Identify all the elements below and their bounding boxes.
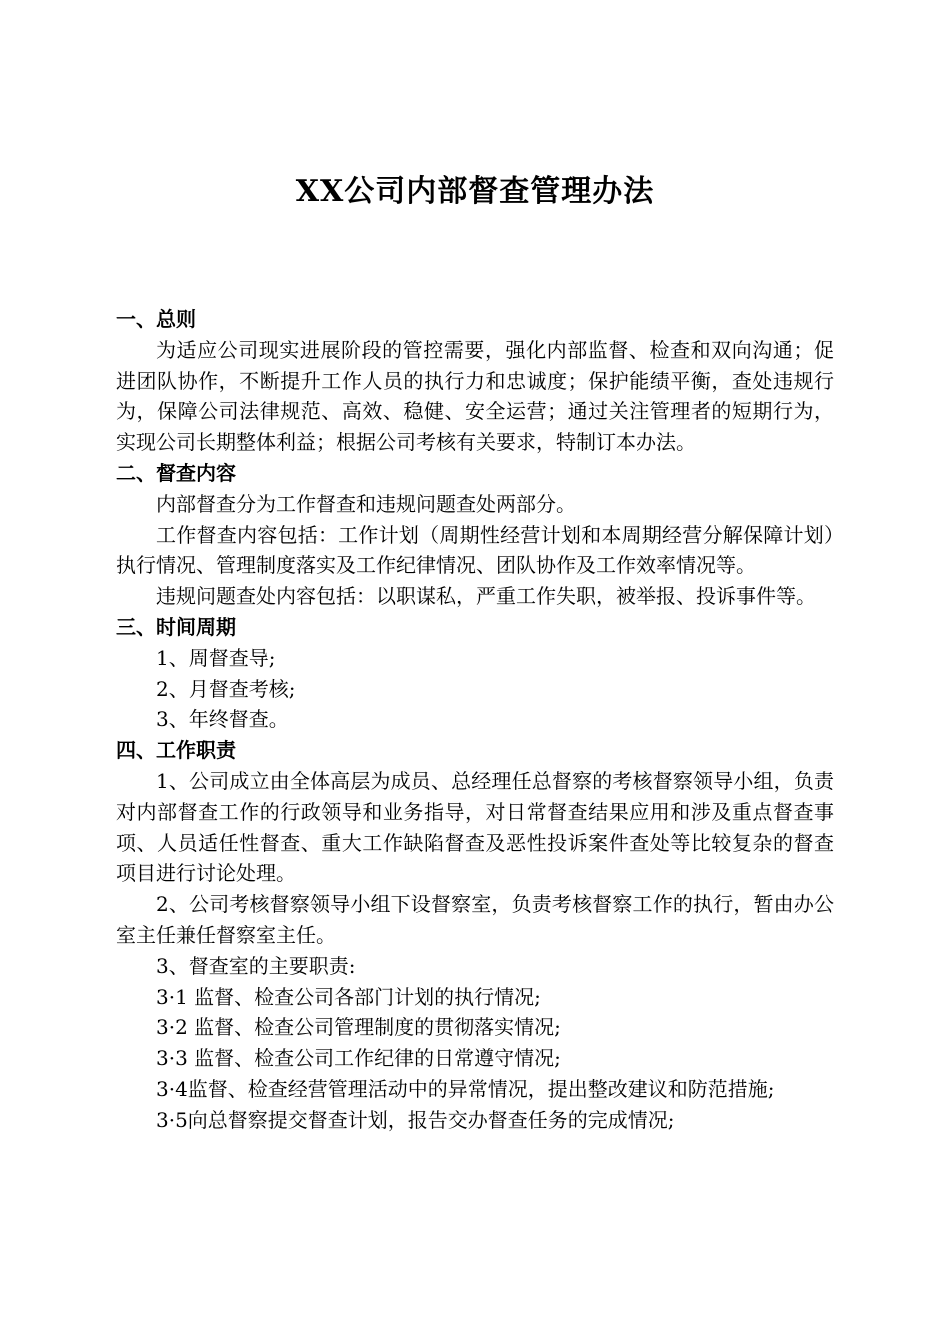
section-heading-content: 二、督查内容 [116,460,236,485]
list-item: 3、年终督查。 [156,707,289,732]
paragraph: 工作督查内容包括：工作计划（周期性经营计划和本周期经营分解保障计划）执行情况、管理制度落实及工作纪律情况、团队协作及工作效率情况等。 [116,522,834,578]
section-heading-general: 一、总则 [116,307,196,331]
page-title: XX公司内部督查管理办法 [295,174,655,209]
document-body [116,304,834,1136]
list-item: 3、督查室的主要职责: [156,953,356,978]
list-item: 3·5向总督察提交督查计划，报告交办督查任务的完成情况; [156,1107,675,1132]
list-item: 3·3 监督、检查公司工作纪律的日常遵守情况; [156,1046,561,1071]
paragraph: 2、公司考核督察领导小组下设督察室，负责考核督察工作的执行，暂由办公室主任兼任督察室主任。 [116,892,834,947]
section-heading-duties: 四、工作职责 [116,738,236,763]
list-item: 3·1 监督、检查公司各部门计划的执行情况; [156,984,541,1009]
list-item: 3·2 监督、检查公司管理制度的贯彻落实情况; [156,1015,561,1040]
paragraph: 1、公司成立由全体高层为成员、总经理任总督察的考核督察领导小组，负责对内部督查工作的行政领导和业务指导，对日常督查结果应用和涉及重点督查事项、人员适任性督查、重大工作缺陷督查及恶性投诉案件查处等比较复杂的督查项目进行讨论处理。 [116,768,834,886]
paragraph: 违规问题查处内容包括：以职谋私，严重工作失职，被举报、投诉事件等。 [156,584,816,609]
section-heading-period: 三、时间周期 [116,614,236,639]
list-item: 2、月督查考核; [156,676,296,701]
paragraph: 为适应公司现实进展阶段的管控需要，强化内部监督、检查和双向沟通；促进团队协作，不断提升工作人员的执行力和忠诚度；保护能绩平衡，查处违规行为，保障公司法律规范、高效、稳健、安全运营；通过关注管理者的短期行为，实现公司长期整体利益；根据公司考核有关要求，特制订本办法。 [116,337,834,455]
list-item: 1、周督查导; [156,645,276,670]
paragraph: 内部督查分为工作督查和违规问题查处两部分。 [156,491,576,516]
paragraph: 3·4监督、检查经营管理活动中的异常情况，提出整改建议和防范措施; [156,1076,775,1101]
